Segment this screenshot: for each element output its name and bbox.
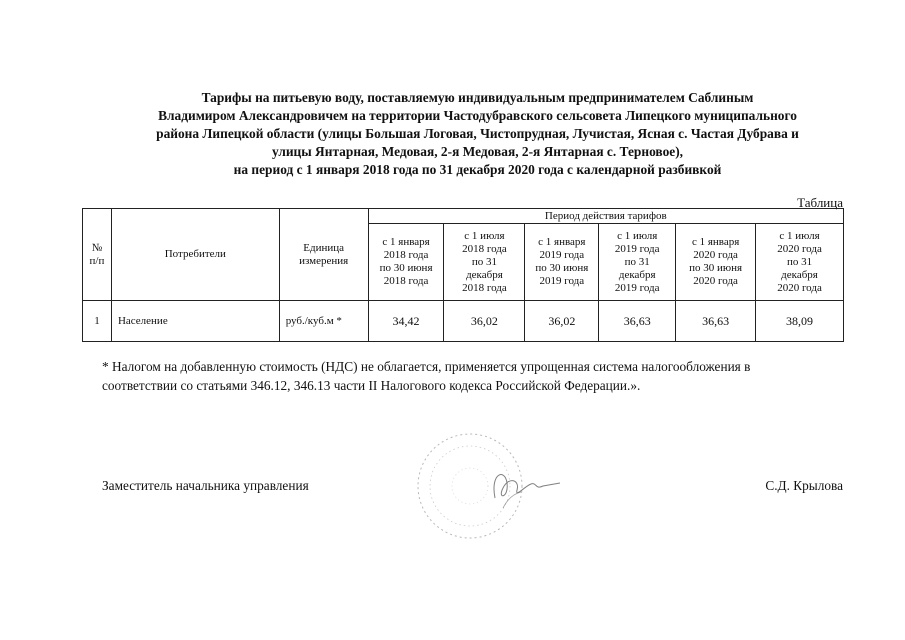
header-period-3: с 1 января 2019 года по 30 июня 2019 года [525, 224, 599, 301]
footnote-line: * Налогом на добавленную стоимость (НДС) не облагается, применяется упрощенная система налогообложения в [102, 359, 751, 374]
row-value: 34,42 [368, 301, 444, 342]
row-value: 36,63 [599, 301, 676, 342]
title-line: Тарифы на питьевую воду, поставляемую индивидуальным предпринимателем Саблиным [201, 90, 754, 105]
signatory-position: Заместитель начальника управления [102, 478, 309, 493]
row-value: 36,02 [525, 301, 599, 342]
header-num: № п/п [83, 209, 112, 301]
tariffs-table [82, 208, 844, 342]
row-value: 38,09 [756, 301, 844, 342]
title-line: района Липецкой области (улицы Большая Логовая, Чистопрудная, Лучистая, Ясная с. Частая Дубрава и [156, 126, 799, 141]
stamp-and-signature [395, 428, 575, 548]
title-line: Владимиром Александровичем на территории Частодубравского сельсовета Липецкого муниципального [158, 108, 797, 123]
title-line: на период с 1 января 2018 года по 31 декабря 2020 года с календарной разбивкой [233, 162, 722, 177]
header-period-4: с 1 июля 2019 года по 31 декабря 2019 года [599, 224, 676, 301]
header-period-2: с 1 июля 2018 года по 31 декабря 2018 года [444, 224, 525, 301]
document-title [110, 89, 845, 179]
footnote-line: соответствии со статьями 346.12, 346.13 части II Налогового кодекса Российской Федерации.». [102, 378, 641, 393]
header-period-5: с 1 января 2020 года по 30 июня 2020 года [676, 224, 756, 301]
footnote [102, 357, 842, 395]
row-value: 36,02 [444, 301, 525, 342]
header-unit: Единица измерения [279, 209, 368, 301]
signatory-name: С.Д. Крылова [765, 478, 843, 493]
row-num: 1 [83, 301, 112, 342]
header-period-1: с 1 января 2018 года по 30 июня 2018 года [368, 224, 444, 301]
header-consumers: Потребители [111, 209, 279, 301]
row-consumer: Население [111, 301, 279, 342]
row-unit: руб./куб.м * [279, 301, 368, 342]
table-label: Таблица [797, 195, 843, 210]
row-value: 36,63 [676, 301, 756, 342]
title-line: улицы Янтарная, Медовая, 2-я Медовая, 2-я Янтарная с. Терновое), [271, 144, 684, 159]
header-period-6: с 1 июля 2020 года по 31 декабря 2020 года [756, 224, 844, 301]
table-row [83, 301, 844, 342]
header-period: Период действия тарифов [368, 209, 843, 224]
